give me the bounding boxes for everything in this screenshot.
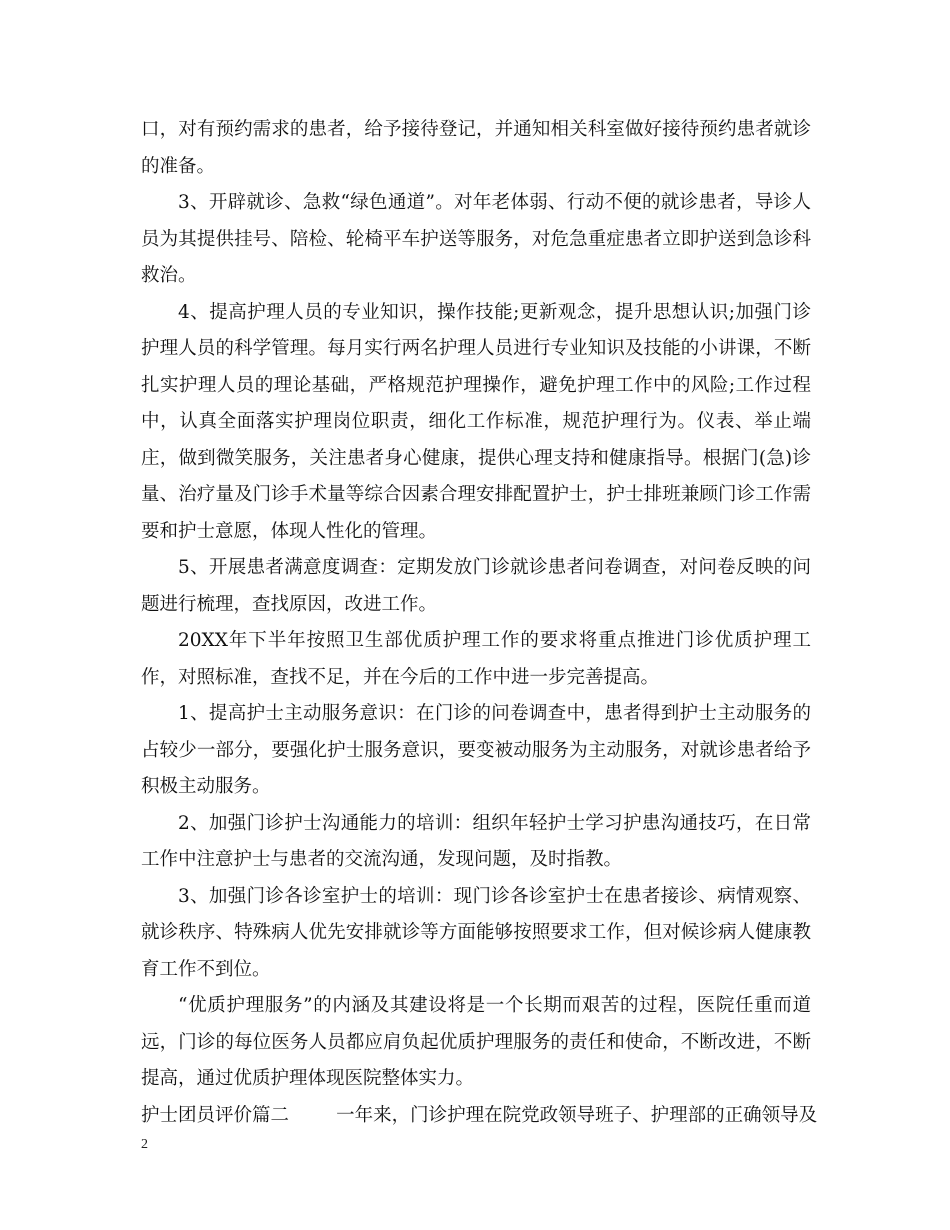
paragraph: 5、开展患者满意度调查：定期发放门诊就诊患者问卷调查，对问卷反映的问题进行梳理，查找原因，改进工作。 (141, 557, 811, 615)
page-number: 2 (141, 1137, 148, 1152)
section-heading: 护士团员评价篇二 (141, 1104, 290, 1126)
paragraph: 口，对有预约需求的患者，给予接待登记，并通知相关科室做好接待预约患者就诊的准备。 (141, 119, 811, 177)
paragraph: 3、开辟就诊、急救“绿色通道”。对年老体弱、行动不便的就诊患者，导诊人员为其提供挂号、陪检、轮椅平车护送等服务，对危急重症患者立即护送到急诊科救治。 (141, 192, 811, 286)
paragraph: 1、提高护士主动服务意识：在门诊的问卷调查中，患者得到护士主动服务的占较少一部分，要强化护士服务意识，要变被动服务为主动服务，对就诊患者给予积极主动服务。 (141, 703, 811, 797)
paragraph: 4、提高护理人员的专业知识，操作技能;更新观念，提升思想认识;加强门诊护理人员的科学管理。每月实行两名护理人员进行专业知识及技能的小讲课，不断扎实护理人员的理论基础，严格规范护理操作，避免护理工作中的风险;工作过程中，认真全面落实护理岗位职责，细化工作标准，规范护理行为。仪表、举止端庄，做到微笑服务，关注患者身心健康，提供心理支持和健康指导。根据门(急)诊量、治疗量及门诊手术量等综合因素合理安排配置护士，护士排班兼顾门诊工作需要和护士意愿，体现人性化的管理。 (141, 301, 811, 542)
paragraph: “优质护理服务”的内涵及其建设将是一个长期而艰苦的过程，医院任重而道远，门诊的每位医务人员都应肩负起优质护理服务的责任和使命，不断改进，不断提高，通过优质护理体现医院整体实力。 (141, 995, 811, 1089)
section-heading-line (141, 1098, 818, 1135)
paragraph: 3、加强门诊各诊室护士的培训：现门诊各诊室护士在患者接诊、病情观察、就诊秩序、特殊病人优先安排就诊等方面能够按照要求工作，但对候诊病人健康教育工作不到位。 (141, 885, 811, 980)
section-continuation: 一年来，门诊护理在院党政领导班子、护理部的正确领导及 (336, 1104, 818, 1126)
paragraph: 2、加强门诊护士沟通能力的培训：组织年轻护士学习护患沟通技巧，在日常工作中注意护士与患者的交流沟通，发现问题，及时指教。 (141, 812, 811, 870)
paragraph: 20XX年下半年按照卫生部优质护理工作的要求将重点推进门诊优质护理工作，对照标准，查找不足，并在今后的工作中进一步完善提高。 (141, 630, 811, 688)
document-body (141, 112, 818, 1134)
